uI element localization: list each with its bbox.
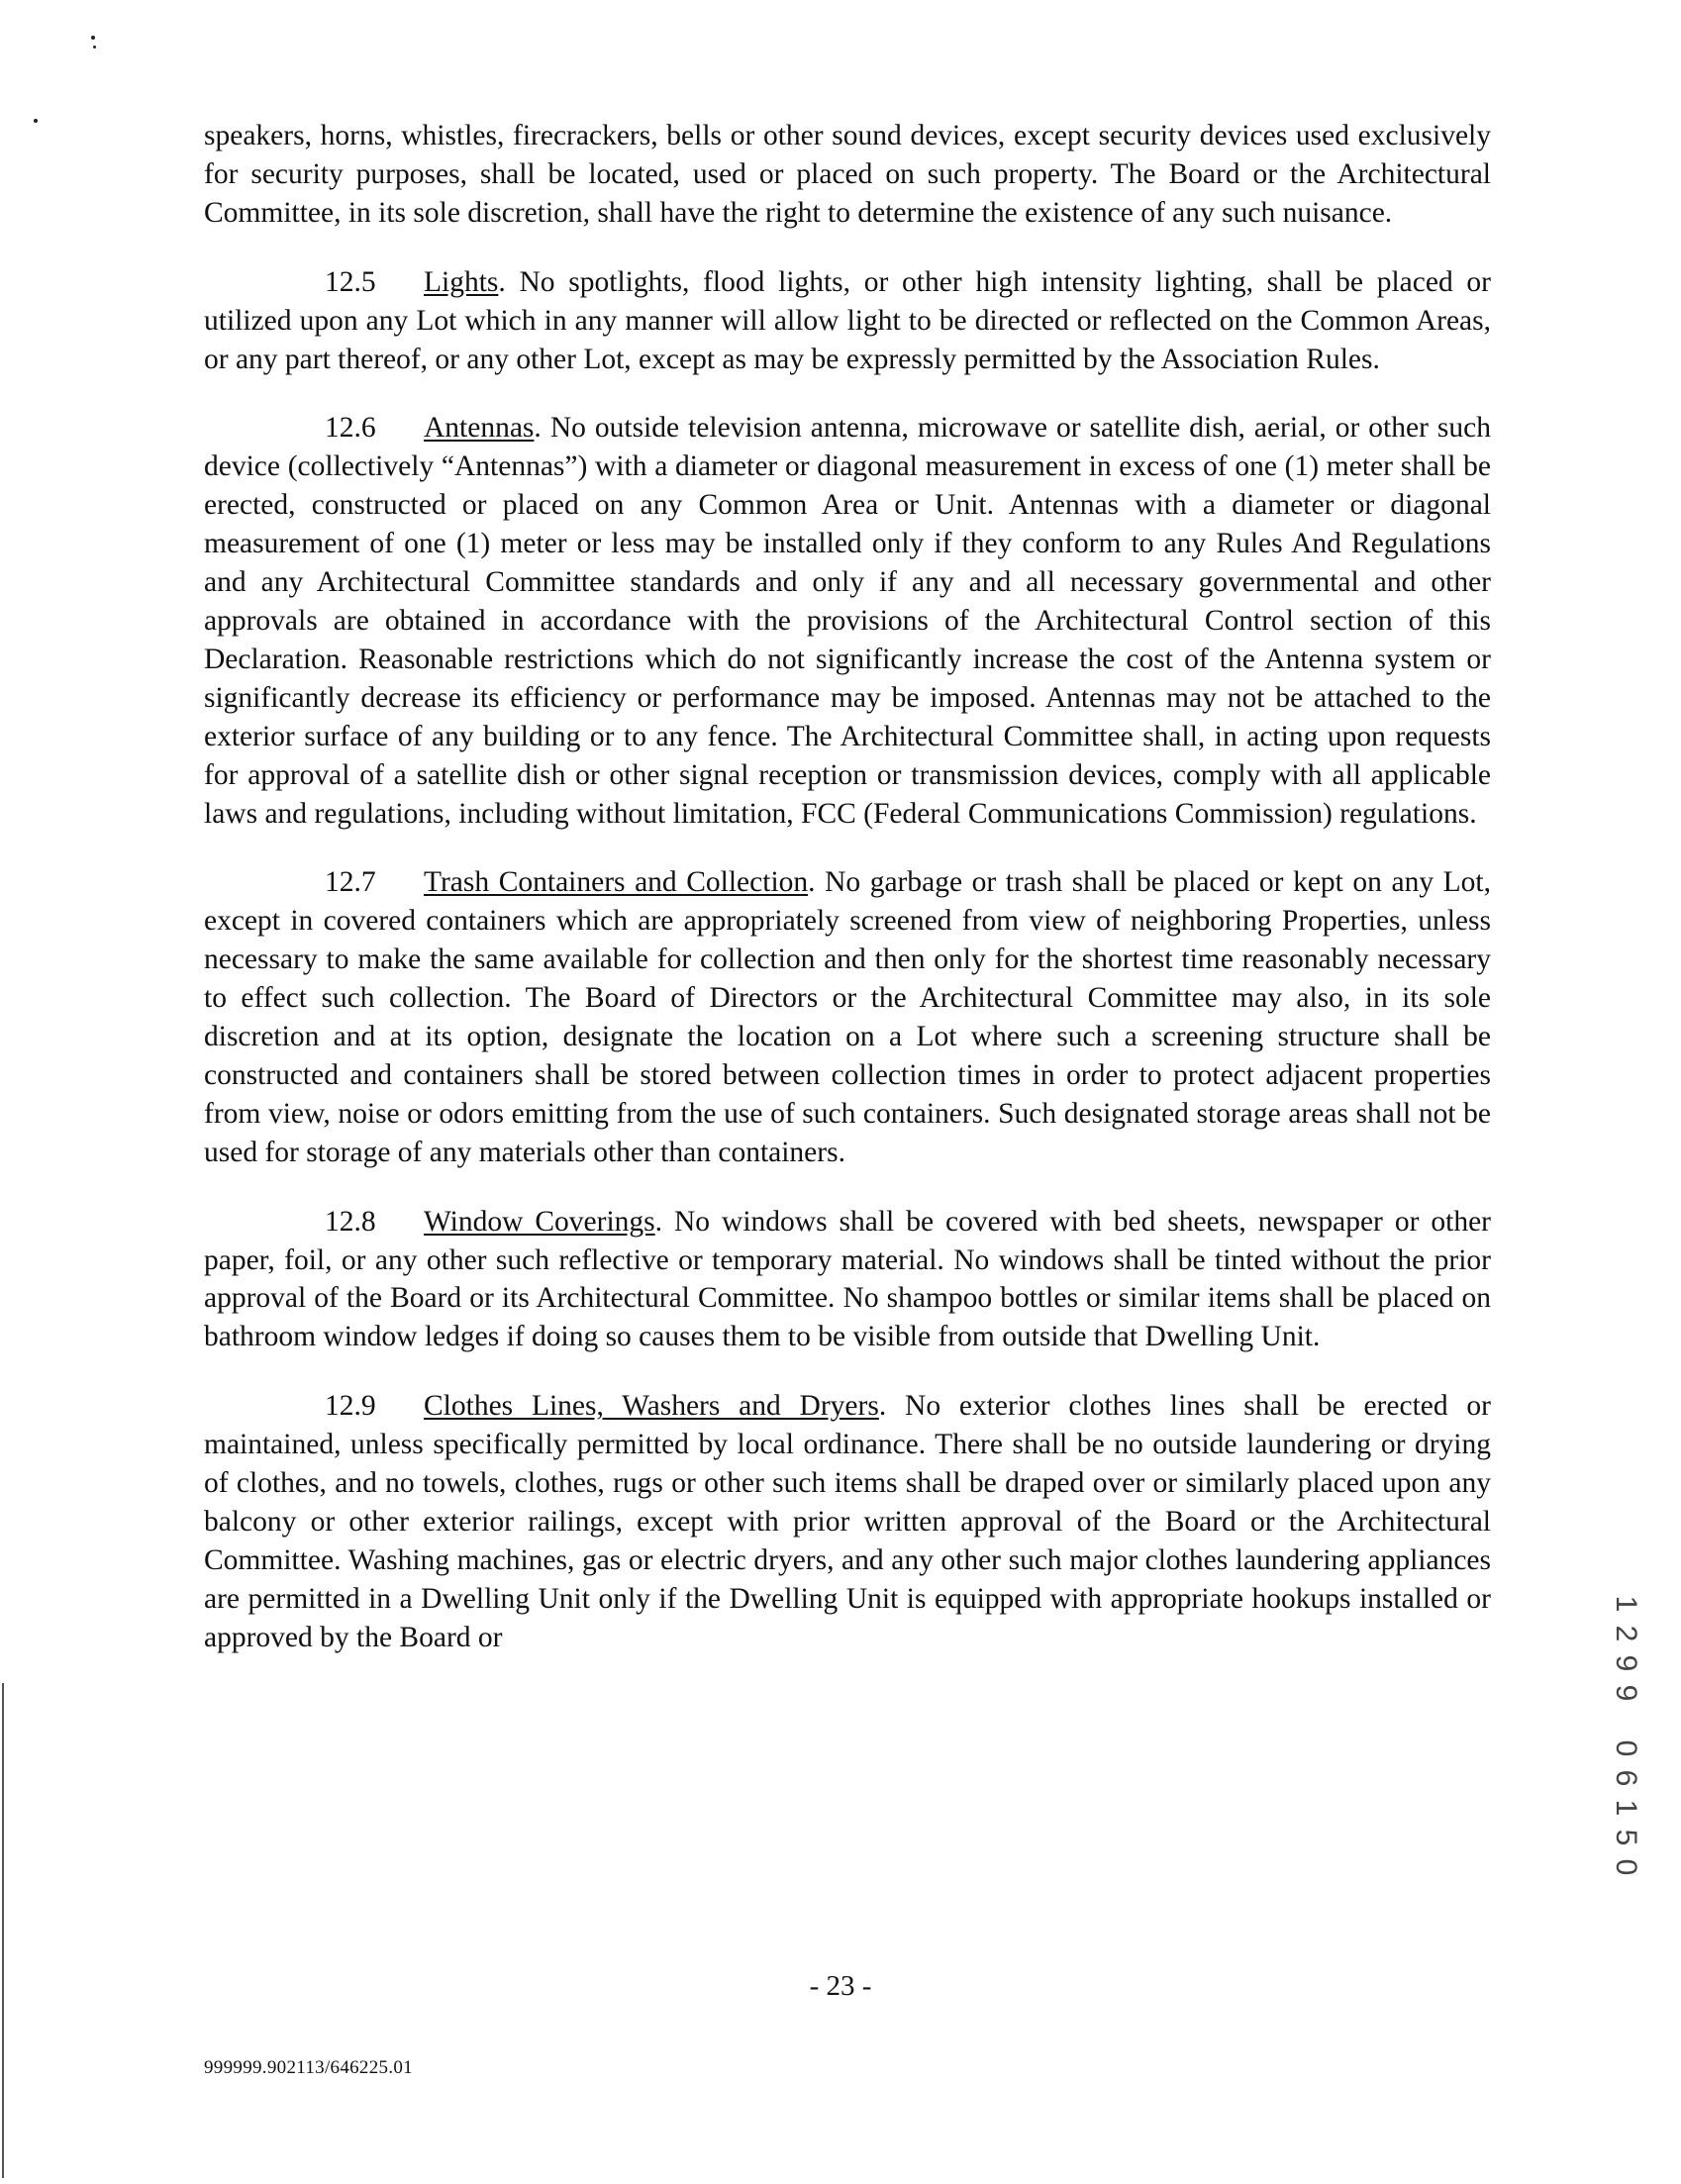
section-12-6: 12.6 Antennas. No outside television antenna, microwave or satellite dish, aerial, or other such device (collectively “Antennas”) with a diameter or diagonal measurement in excess of one (1) meter shall be erected, constructed or placed on any Common Area or Unit. Antennas with a diameter or diagonal measurement of one (1) meter or less may be installed only if they conform to any Rules And Regulations and any Architectural Committee standards and only if any and all necessary governmental and other approvals are obtained in accordance with the provisions of the Architectural Control section of this Declaration. Reasonable restrictions which do not significantly increase the cost of the Antenna system or significantly decrease its efficiency or performance may be imposed. Antennas may not be attached to the exterior surface of any building or to any fence. The Architectural Committee shall, in acting upon requests for approval of a satellite dish or other signal reception or transmission devices, comply with all applicable laws and regulations, including without limitation, FCC (Federal Communications Commission) regulations. [204,409,1491,833]
section-text: No garbage or trash shall be placed or kept on any Lot, except in covered containers which are appropriately screened from view of neighboring Properties, unless necessary to make the same available for collection and then only for the shortest time reasonably necessary to effect such collection. The Board of Directors or the Architectural Committee may also, in its sole discretion and at its option, designate the location on a Lot where such a screening structure shall be constructed and containers shall be stored between collection times in order to protect adjacent properties from view, noise or odors emitting from the use of such containers. Such designated storage areas shall not be used for storage of any materials other than containers. [204,866,1491,1168]
section-number: 12.5 [325,265,376,298]
section-12-9: 12.9 Clothes Lines, Washers and Dryers. No exterior clothes lines shall be erected or maintained, unless specifically permitted by local ordinance. There shall be no outside laundering or drying of clothes, and no towels, clothes, rugs or other such items shall be draped over or similarly placed upon any balcony or other exterior railings, except with prior written approval of the Board or the Architectural Committee. Washing machines, gas or electric dryers, and any other such major clothes laundering appliances are permitted in a Dwelling Unit only if the Dwelling Unit is equipped with appropriate hookups installed or approved by the Board or [204,1387,1491,1656]
section-number: 12.9 [325,1390,376,1423]
document-id: 999999.902113/646225.01 [204,2057,413,2078]
section-12-5: 12.5 Lights. No spotlights, flood lights, or other high intensity lighting, shall be placed or utilized upon any Lot which in any manner will allow light to be directed or reflected on the Common Areas, or any part thereof, or any other Lot, except as may be expressly permitted by the Association Rules. [204,263,1491,379]
section-number: 12.8 [325,1205,376,1238]
stamp-digit: 1 [1610,1799,1642,1817]
scan-edge-mark [2,1683,4,2178]
recording-number-stamp [1606,1589,1645,1882]
section-heading: Clothes Lines, Washers and Dryers [424,1390,879,1423]
section-number: 12.7 [325,866,376,899]
scan-speck [91,36,95,40]
section-12-7: 12.7 Trash Containers and Collection. No garbage or trash shall be placed or kept on any Lot, except in covered containers which are appropriately screened from view of neighboring Properties, unless necessary to make the same available for collection and then only for the shortest time reasonably necessary to effect such collection. The Board of Directors or the Architectural Committee may also, in its sole discretion and at its option, designate the location on a Lot where such a screening structure shall be constructed and containers shall be stored between collection times in order to protect adjacent properties from view, noise or odors emitting from the use of such containers. Such designated storage areas shall not be used for storage of any materials other than containers. [204,863,1491,1171]
paragraph-text: speakers, horns, whistles, firecrackers, bells or other sound devices, except security devices used exclusively for security purposes, shall be located, used or placed on such property. The Board or the Architectural Committee, in its sole discretion, shall have the right to determine the existence of any such nuisance. [204,120,1491,229]
scan-speck [34,119,38,123]
section-text: No windows shall be covered with bed sheets, newspaper or other paper, foil, or any other such reflective or temporary material. No windows shall be tinted without the prior approval of the Board or its Architectural Committee. No shampoo bottles or similar items shall be placed on bathroom window ledges if doing so causes them to be visible from outside that Dwelling Unit. [204,1205,1491,1353]
section-12-8: 12.8 Window Coverings. No windows shall be covered with bed sheets, newspaper or other paper, foil, or any other such reflective or temporary material. No windows shall be tinted without the prior approval of the Board or its Architectural Committee. No shampoo bottles or similar items shall be placed on bathroom window ledges if doing so causes them to be visible from outside that Dwelling Unit. [204,1203,1491,1357]
section-heading: Trash Containers and Collection [424,866,809,899]
stamp-digit: 0 [1610,1739,1642,1757]
section-heading: Lights [424,265,499,298]
stamp-digit: 9 [1610,1684,1642,1702]
page-number: - 23 - [809,1970,872,2002]
stamp-digit: 1 [1610,1595,1642,1613]
stamp-digit: 6 [1610,1769,1642,1787]
section-number: 12.6 [325,412,376,445]
stamp-digit: 0 [1610,1858,1642,1876]
section-heading: Window Coverings [424,1205,655,1238]
section-text: No exterior clothes lines shall be erected or maintained, unless specifically permitted by local ordinance. There shall be no outside laundering or drying of clothes, and no towels, clothes, rugs or other such items shall be draped over or similarly placed upon any balcony or other exterior railings, except with prior written approval of the Board or the Architectural Committee. Washing machines, gas or electric dryers, and any other such major clothes laundering appliances are permitted in a Dwelling Unit only if the Dwelling Unit is equipped with appropriate hookups installed or approved by the Board or [204,1390,1491,1653]
stamp-digit: 9 [1610,1654,1642,1672]
scan-speck [93,46,96,49]
section-text: No outside television antenna, microwave or satellite dish, aerial, or other such device (collectively “Antennas”) with a diameter or diagonal measurement in excess of one (1) meter shall be erected, constructed or placed on any Common Area or Unit. Antennas with a diameter or diagonal measurement of one (1) meter or less may be installed only if they conform to any Rules And Regulations and any Architectural Committee standards and only if any and all necessary governmental and other approvals are obtained in accordance with the provisions of the Architectural Control section of this Declaration. Reasonable restrictions which do not significantly increase the cost of the Antenna system or significantly decrease its efficiency or performance may be imposed. Antennas may not be attached to the exterior surface of any building or to any fence. The Architectural Committee shall, in acting upon requests for approval of a satellite dish or other signal reception or transmission devices, comply with all applicable laws and regulations, including without limitation, FCC (Federal Communications Commission) regulations. [204,412,1492,830]
stamp-digit: 2 [1610,1625,1642,1642]
document-body [204,117,1491,1688]
section-text: No spotlights, flood lights, or other high intensity lighting, shall be placed or utilized upon any Lot which in any manner will allow light to be directed or reflected on the Common Areas, or any part thereof, or any other Lot, except as may be expressly permitted by the Association Rules. [204,265,1491,375]
section-heading: Antennas [424,412,535,445]
stamp-digit: 5 [1610,1829,1642,1846]
paragraph-continuation [204,117,1491,233]
